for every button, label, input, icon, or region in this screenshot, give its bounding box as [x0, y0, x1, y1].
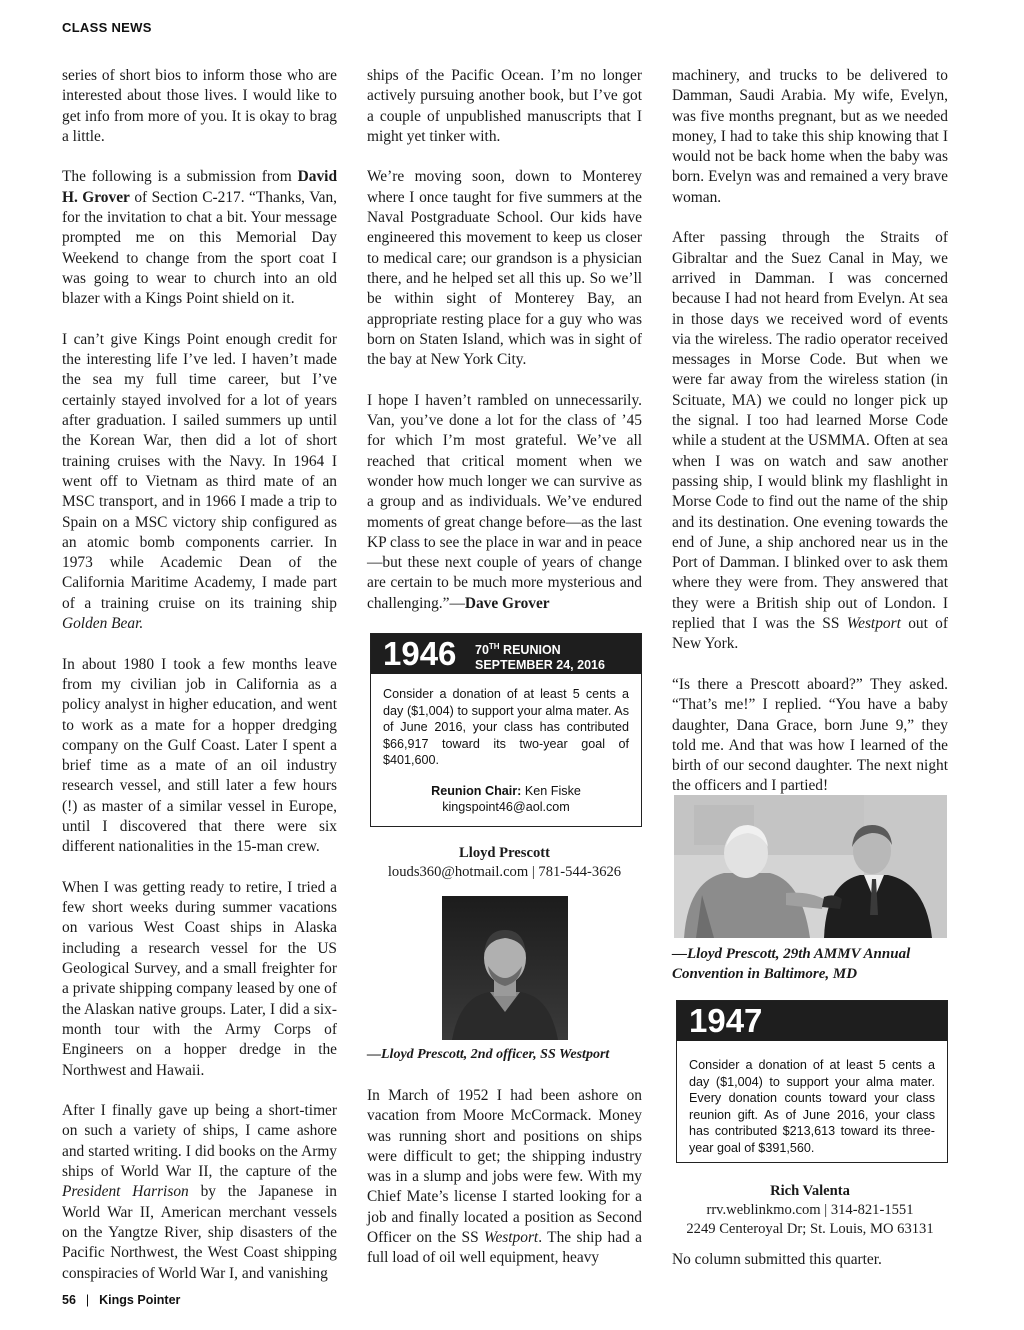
photo-caption: —Lloyd Prescott, 2nd officer, SS Westport	[367, 1047, 610, 1062]
contact-name: Lloyd Prescott	[459, 845, 550, 861]
contact-address: 2249 Centeroyal Dr; St. Louis, MO 63131	[686, 1221, 934, 1237]
portrait-photo	[442, 896, 568, 1040]
paragraph: The following is a submission from David H. Grover of Section C-217. “Thanks, Van, for the invitation to chat a bit. Your message prompted me on this Memorial Day Weekend to change from the sport coat I was going to wear to church into an old blazer with a Kings Point shield on it.	[62, 168, 337, 308]
donation-text: Consider a donation of at least 5 cents a day ($1,004) to support your alma mater. Every donation counts toward your class reunion gift. As of June 2016, your class has contributed $213,613 toward its three-year goal of $391,560.	[689, 1058, 935, 1155]
reunion-info: 70TH REUNION SEPTEMBER 24, 2016	[475, 642, 605, 673]
paragraph: I hope I haven’t rambled on unnecessarily. Van, you’ve done a lot for the class of ’45 for which I’m most grateful. We’ve all reached that critical moment when we wonder how much longer we can survive as a group and as individuals. We’ve endured moments of great change before—as the last KP class to see the place in war and in peace—but these next couple of years of change are certain to be much more mysterious and challenging.”—Dave Grover	[367, 391, 642, 612]
signature: Dave Grover	[464, 594, 550, 612]
paragraph: ships of the Pacific Ocean. I’m no longer actively pursuing another book, but I’ve got a couple of unpublished manuscripts that I might yet tinker with.	[367, 67, 642, 145]
publication-name: Kings Pointer	[99, 1293, 181, 1307]
class-1946-body	[371, 674, 641, 826]
class-1947-body	[677, 1041, 947, 1166]
paragraph: In about 1980 I took a few months leave from my civilian job in California as a policy analyst in higher education, and went to work as a mate for a hopper dredging company on the Gulf Coast. Later I spent a brief time as a mate of an oil industry research vessel, and still later a few hours (!) as master of a similar vessel in Europe, until I discovered that there were six different nationalities in the 15-man crew.	[62, 655, 337, 856]
paragraph: “Is there a Prescott aboard?” They asked. “That’s me!” I replied. “You have a baby daughter, Dana Grace, born June 9,” they told me. And that was how I learned of the birth of our second daughter. The next night the officers and I partied!	[672, 675, 948, 795]
class-1946-header	[371, 634, 641, 674]
ship-name: Westport	[846, 615, 901, 633]
contact-name: Rich Valenta	[770, 1183, 850, 1199]
column-3	[672, 66, 948, 797]
paragraph: We’re moving soon, down to Monterey where I once taught for five summers at the Naval Postgraduate School. Our kids have engineered this movement to keep us closer to medical care; our grandson is a physician there, and he helped set all this up. So we’ll be within sight of Monterey Bay, an appropriate resting place for a guy who was born on Staten Island, which was in sight of the bay at New York City.	[367, 168, 642, 369]
class-1946-contact	[367, 844, 642, 882]
reunion-chair: Reunion Chair: Ken Fiske kingspoint46@aol.com	[383, 783, 629, 816]
class-year: 1947	[689, 1002, 763, 1039]
column-1	[62, 66, 337, 1284]
convention-photo	[674, 795, 947, 938]
contact-email-phone[interactable]: louds360@hotmail.com | 781-544-3626	[387, 864, 622, 880]
photo-caption: —Lloyd Prescott, 29th AMMV Annual Convention in Baltimore, MD	[672, 946, 911, 982]
no-column-note: No column submitted this quarter.	[672, 1251, 882, 1268]
ship-name: President Harrison	[62, 1183, 189, 1201]
paragraph: After I finally gave up being a short-timer on such a variety of ships, I came ashore and started writing. I did books on the Army ships of World War II, the capture of the President Harrison by the Japanese in World War II, American merchant vessels on the Yangtze River, ship disasters of the Pacific Northwest, the West Coast shipping conspiracies of World War I, and vanishing	[62, 1102, 337, 1282]
column-2	[367, 66, 642, 614]
page-number: 56	[62, 1293, 76, 1307]
section-title: CLASS NEWS	[62, 20, 152, 35]
class-1947-contact	[672, 1182, 948, 1239]
ship-name: Westport	[484, 1229, 539, 1247]
contact-web-phone[interactable]: rrv.weblinkmo.com | 314-821-1551	[706, 1202, 914, 1218]
donation-text: Consider a donation of at least 5 cents a day ($1,004) to support your alma mater. As of June 2016, your class has contributed $66,917 toward its two-year goal of $401,600.	[383, 687, 629, 767]
paragraph: When I was getting ready to retire, I tried a few short weeks during summer vacations on various West Coast ships in Alaska including a research vessel for the US Geological Survey, and a small freighter for a private shipping company leased by one of the Alaskan native groups. Later, I did a six-month tour with the Army Corps of Engineers on a hopper dredge in the Northwest and Hawaii.	[62, 878, 337, 1079]
author-name: David H. Grover	[62, 168, 337, 206]
paragraph: After passing through the Straits of Gibraltar and the Suez Canal in May, we arrived in Damman. I was concerned because I had not heard from Evelyn. At sea in those days we received word of events via the wireless. The radio operator received messages in Morse Code. But when we were far away from the wireless station (in Scituate, MA) we could no longer pick up the signal. I too had learned Morse Code while a student at the USMMA. Often at sea when I was on watch and saw another passing ship, I would blink my flashlight in Morse Code to find out the name of the ship and its destination. One evening towards the end of June, a ship anchored near us in the Port of Damman. I blinked over to ask them where they were from. They answered that they were a British ship out of London. I replied that I was the SS Westport out of New York.	[672, 229, 948, 653]
column-2-continued	[367, 1086, 642, 1269]
ship-name: Golden Bear.	[62, 615, 144, 633]
class-year: 1946	[383, 635, 457, 672]
paragraph: series of short bios to inform those who are interested about those lives. I would like to get info from more of you. It is okay to brag a little.	[62, 67, 337, 145]
chair-email[interactable]: kingspoint46@aol.com	[442, 800, 570, 814]
class-1947-box	[676, 1000, 948, 1163]
paragraph: I can’t give Kings Point enough credit for the interesting life I’ve led. I haven’t made the sea my full time career, but I’ve certainly stayed involved for a lot of years after graduation. I sailed summers up until the Korean War, then did a lot of short training cruises with the Navy. In 1964 I went off to Vietnam as third mate of an MSC transport, and in 1966 I made a trip to Spain on a MSC victory ship configured as an atomic bomb components carrier. In 1973 while Academic Dean of the California Maritime Academy, I made part of a training cruise on its training ship Golden Bear.	[62, 330, 337, 633]
class-1946-box	[370, 633, 642, 827]
paragraph: machinery, and trucks to be delivered to Damman, Saudi Arabia. My wife, Evelyn, was five months pregnant, but as we needed money, I had to take this ship knowing that I would not be back home when the baby was born. Evelyn was and remained a very brave woman.	[672, 67, 948, 206]
page-footer: 56 | Kings Pointer	[62, 1293, 181, 1307]
class-1947-header	[677, 1001, 947, 1041]
paragraph: In March of 1952 I had been ashore on vacation from Moore McCormack. Money was running short and positions on ships were difficult to get; the shipping industry was in a slump and jobs were few. With my Chief Mate’s license I started looking for a job and finally located a position as Second Officer on the SS Westport. The ship had a full load of oil well equipment, heavy	[367, 1087, 642, 1267]
